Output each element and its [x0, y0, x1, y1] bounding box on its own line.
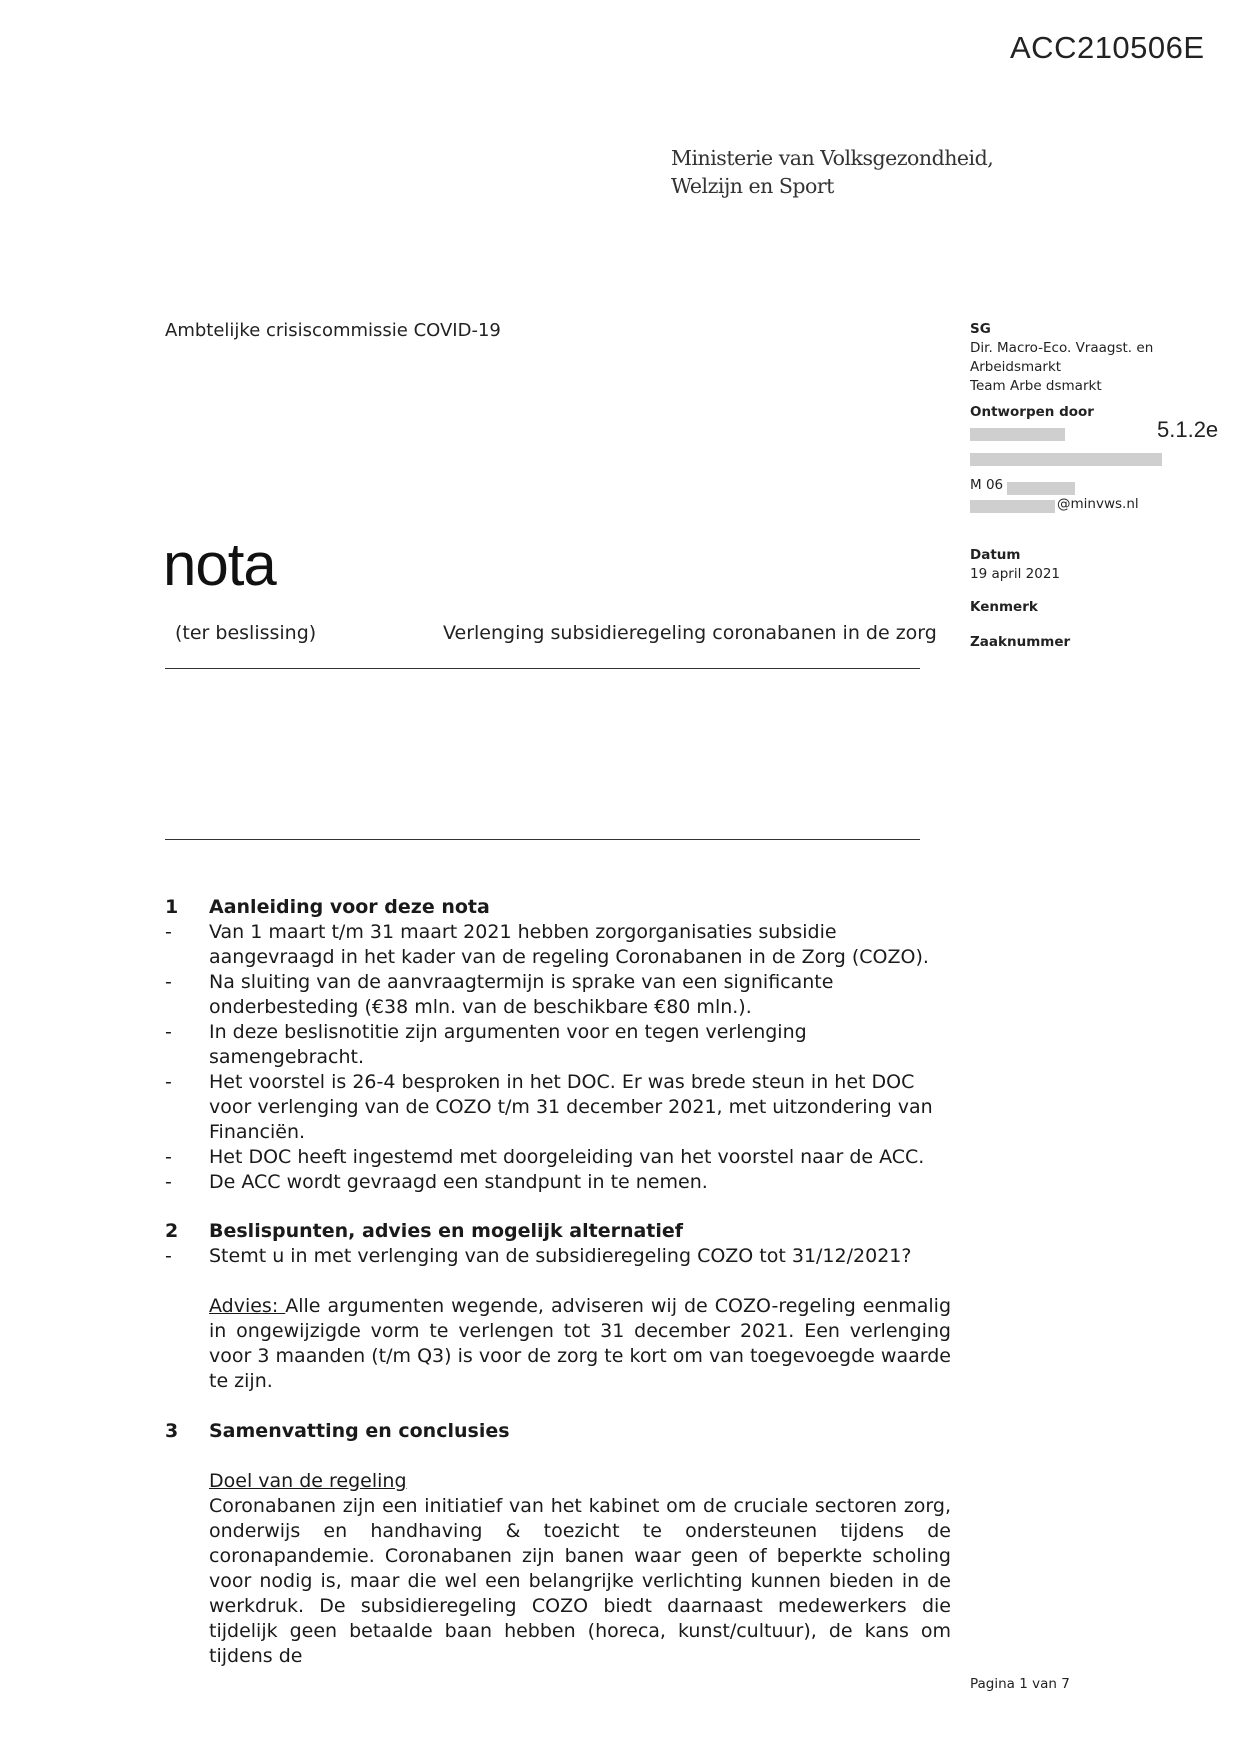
redaction-bar	[970, 428, 1065, 441]
divider-bottom	[165, 839, 920, 840]
divider-top	[165, 668, 920, 669]
sidebar-org	[970, 320, 1153, 396]
section-number: 3	[165, 1420, 179, 1442]
committee-name: Ambtelijke crisiscommissie COVID-19	[165, 320, 501, 341]
ministry-name-line2: Welzijn en Sport	[671, 174, 834, 198]
advice-text: Alle argumenten wegende, adviseren wij de COZO-regeling eenmalig in ongewijzigde vorm te verlengen tot 31 december 2021. Een verlenging voor 3 maanden (t/m Q3) is voor de zorg te kort om van toegevoegde waarde te zijn.	[209, 1295, 952, 1392]
list-item: - De ACC wordt gevraagd een standpunt in te nemen.	[165, 1171, 708, 1193]
section-3	[165, 1419, 951, 1669]
date-value: 19 april 2021	[970, 566, 1061, 582]
email-suffix: @minvws.nl	[1057, 496, 1139, 512]
redaction-bar	[970, 453, 1162, 466]
list-item: - Het voorstel is 26-4 besproken in het DOC. Er was brede steun in het DOC voor verlenging van de COZO t/m 31 december 2021, met uitzondering van Financiën.	[165, 1071, 933, 1143]
body-paragraph: Coronabanen zijn een initiatief van het kabinet om de cruciale sectoren zorg, onderwijs en handhaving & toezicht te ondersteunen tijdens de coronapandemie. Coronabanen zijn banen waar geen of beperkte scholing voor nodig is, maar die wel een belangrijke verlichting kunnen bieden in de werkdruk. De subsidieregeling COZO biedt daarnaast medewerkers die tijdelijk geen betaalde baan hebben (horeca, kunst/cultuur), de kans om tijdens de	[209, 1495, 951, 1667]
redaction-bar	[970, 500, 1055, 513]
section-heading	[165, 1219, 951, 1244]
section-heading	[165, 1419, 951, 1444]
section-title: Beslispunten, advies en mogelijk alternatief	[209, 1220, 684, 1242]
reference-label: Kenmerk	[970, 599, 1038, 615]
section-number: 1	[165, 896, 179, 918]
advice-paragraph	[165, 1294, 951, 1394]
ministry-logo	[671, 144, 993, 200]
document-id: ACC210506E	[1010, 30, 1205, 65]
org-line1: Dir. Macro-Eco. Vraagst. en	[970, 340, 1154, 356]
section-title: Samenvatting en conclusies	[209, 1420, 510, 1442]
section-1	[165, 895, 951, 1195]
redaction-code: 5.1.2e	[1157, 417, 1219, 442]
ministry-name-line1: Ministerie van Volksgezondheid,	[671, 146, 994, 170]
page-number: Pagina 1 van 7	[970, 1676, 1070, 1692]
list-item: - Stemt u in met verlenging van de subsidieregeling COZO tot 31/12/2021?	[165, 1245, 912, 1267]
section-title: Aanleiding voor deze nota	[209, 896, 490, 918]
section-heading	[165, 895, 951, 920]
subheading: Doel van de regeling	[209, 1470, 407, 1492]
list-item: - In deze beslisnotitie zijn argumenten voor en tegen verlenging samengebracht.	[165, 1021, 807, 1068]
designed-by-label: Ontworpen door	[970, 404, 1094, 420]
phone-line	[970, 476, 1003, 495]
case-number-label: Zaaknummer	[970, 634, 1071, 650]
org-code: SG	[970, 321, 991, 337]
redaction-bar	[1007, 482, 1075, 495]
page-title: nota	[163, 531, 276, 598]
org-line3: Team Arbe dsmarkt	[970, 378, 1102, 394]
advice-label: Advies:	[209, 1295, 286, 1317]
phone-prefix: M 06	[970, 477, 1004, 493]
document-subject: Verlenging subsidieregeling coronabanen in de zorg	[443, 622, 937, 644]
list-item: - Het DOC heeft ingestemd met doorgeleiding van het voorstel naar de ACC.	[165, 1146, 925, 1168]
list-item: - Na sluiting van de aanvraagtermijn is sprake van een significante onderbesteding (€38 mln. van de beschikbare €80 mln.).	[165, 971, 834, 1018]
document-type: (ter beslissing)	[175, 622, 317, 644]
org-line2: Arbeidsmarkt	[970, 359, 1062, 375]
date-label: Datum	[970, 547, 1021, 563]
section-2	[165, 1219, 951, 1394]
section-number: 2	[165, 1220, 179, 1242]
list-item: - Van 1 maart t/m 31 maart 2021 hebben zorgorganisaties subsidie aangevraagd in het kader van de regeling Coronabanen in de Zorg (COZO).	[165, 921, 929, 968]
date-block	[970, 546, 1060, 584]
